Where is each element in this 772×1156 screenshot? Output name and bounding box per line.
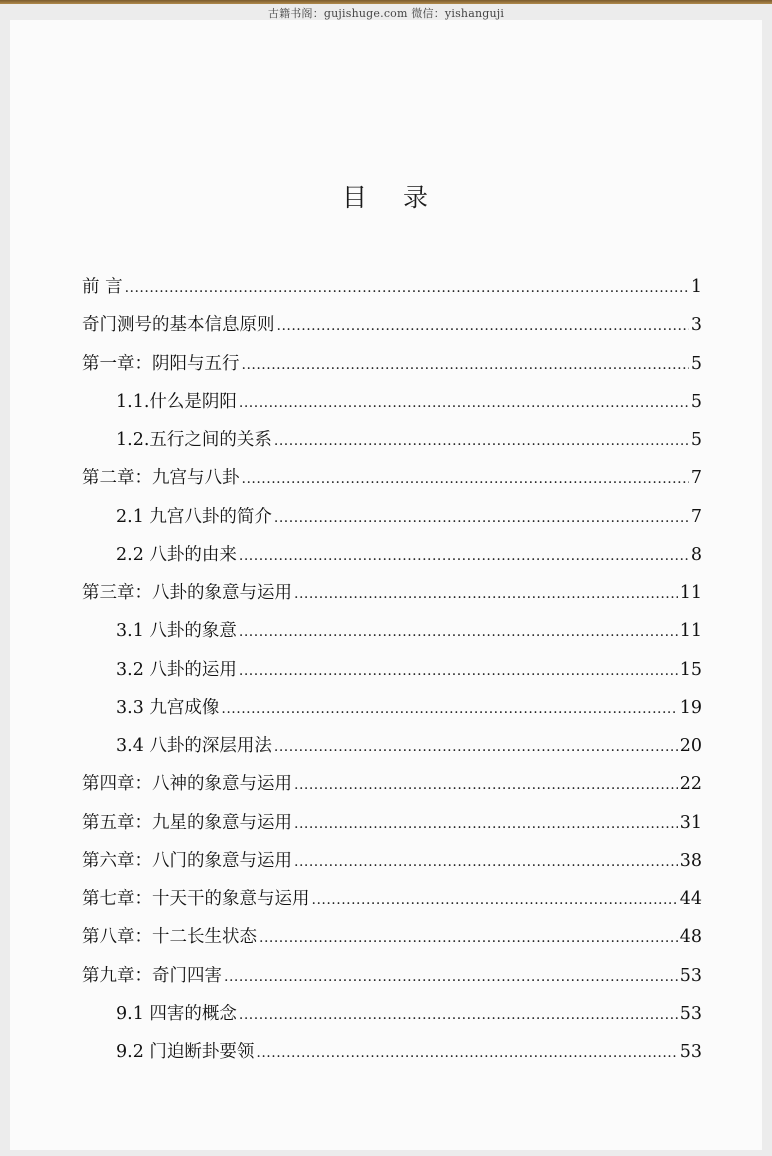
table-of-contents (82, 273, 702, 1076)
toc-entry[interactable] (82, 923, 702, 961)
toc-leader-dots (256, 1045, 677, 1061)
toc-entry-label: 3.2 八卦的运用 (116, 659, 237, 680)
toc-entry-label: 3.4 八卦的深层用法 (116, 736, 272, 756)
toc-leader-dots (294, 816, 678, 832)
toc-entry-page-number: 53 (679, 1003, 702, 1024)
toc-entry[interactable] (82, 617, 702, 655)
toc-entry-page-number: 7 (690, 468, 702, 489)
toc-entry-page-number: 5 (690, 430, 702, 450)
toc-entry[interactable] (82, 962, 702, 1000)
toc-entry-page-number: 11 (679, 621, 702, 642)
toc-entry-label: 前 言 (82, 277, 123, 297)
toc-leader-dots (242, 357, 689, 373)
toc-entry-page-number: 22 (679, 774, 702, 795)
top-border (0, 0, 772, 4)
toc-entry-page-number: 38 (679, 850, 702, 871)
toc-leader-dots (312, 892, 678, 908)
toc-entry-page-number: 53 (679, 965, 702, 986)
toc-leader-dots (239, 624, 678, 640)
toc-entry-label: 9.1 四害的概念 (116, 1003, 237, 1024)
toc-entry[interactable] (82, 656, 702, 694)
toc-leader-dots (242, 471, 689, 487)
toc-entry[interactable] (82, 732, 702, 770)
toc-leader-dots (274, 510, 689, 526)
toc-leader-dots (221, 701, 677, 717)
toc-entry-label: 第二章：九宫与八卦 (82, 468, 240, 489)
toc-entry-label: 第七章：十天干的象意与运用 (82, 889, 310, 909)
toc-leader-dots (274, 433, 689, 449)
toc-entry-label: 第一章：阴阳与五行 (82, 353, 240, 374)
toc-entry[interactable] (82, 503, 702, 541)
toc-entry-label: 第五章：九星的象意与运用 (82, 812, 292, 833)
toc-leader-dots (277, 318, 689, 334)
toc-leader-dots (259, 930, 678, 946)
toc-entry-label: 9.2 门迫断卦要领 (116, 1042, 255, 1062)
toc-entry[interactable] (82, 579, 702, 617)
toc-entry-label: 第八章：十二长生状态 (82, 927, 257, 948)
toc-leader-dots (239, 1007, 678, 1023)
toc-entry-label: 1.1.什么是阴阳 (116, 391, 237, 412)
toc-entry-label: 2.2 八卦的由来 (116, 544, 237, 565)
toc-entry[interactable] (82, 350, 702, 388)
toc-entry-page-number: 1 (690, 277, 702, 297)
toc-entry[interactable] (82, 694, 702, 732)
toc-leader-dots (125, 280, 689, 296)
toc-entry[interactable] (82, 770, 702, 808)
toc-entry-label: 1.2.五行之间的关系 (116, 430, 272, 450)
toc-entry-label: 奇门测号的基本信息原则 (82, 315, 275, 336)
toc-leader-dots (294, 777, 678, 793)
toc-leader-dots (224, 969, 678, 985)
toc-entry[interactable] (82, 541, 702, 579)
toc-entry[interactable] (82, 388, 702, 426)
toc-entry-label: 第九章：奇门四害 (82, 965, 222, 986)
toc-entry-label: 3.3 九宫成像 (116, 697, 220, 718)
toc-entry-page-number: 15 (679, 659, 702, 680)
toc-leader-dots (239, 548, 689, 564)
toc-leader-dots (274, 739, 678, 755)
toc-entry[interactable] (82, 1038, 702, 1076)
document-page (10, 20, 762, 1150)
toc-entry-label: 第六章：八门的象意与运用 (82, 850, 292, 871)
toc-entry-page-number: 44 (679, 889, 702, 909)
toc-entry[interactable] (82, 273, 702, 311)
page-title: 目 录 (342, 183, 442, 212)
toc-entry[interactable] (82, 847, 702, 885)
toc-entry-page-number: 5 (690, 391, 702, 412)
toc-entry-page-number: 19 (679, 697, 702, 718)
toc-entry-page-number: 53 (679, 1042, 702, 1062)
toc-entry-page-number: 5 (690, 353, 702, 374)
site-watermark: 古籍书阁：gujishuge.com 微信：yishanguji (267, 7, 505, 20)
toc-entry-page-number: 8 (690, 544, 702, 565)
toc-entry-label: 3.1 八卦的象意 (116, 621, 237, 642)
toc-entry-page-number: 11 (679, 583, 702, 603)
toc-entry[interactable] (82, 464, 702, 502)
toc-entry-page-number: 48 (679, 927, 702, 948)
toc-entry[interactable] (82, 426, 702, 464)
toc-entry-label: 第四章：八神的象意与运用 (82, 774, 292, 795)
toc-entry-label: 第三章：八卦的象意与运用 (82, 583, 292, 603)
toc-entry[interactable] (82, 809, 702, 847)
toc-entry-label: 2.1 九宫八卦的简介 (116, 506, 272, 527)
toc-leader-dots (294, 854, 678, 870)
toc-leader-dots (239, 663, 678, 679)
toc-entry-page-number: 31 (679, 812, 702, 833)
toc-entry-page-number: 20 (679, 736, 702, 756)
toc-entry[interactable] (82, 1000, 702, 1038)
toc-leader-dots (294, 586, 678, 602)
toc-entry-page-number: 7 (690, 506, 702, 527)
toc-entry[interactable] (82, 885, 702, 923)
toc-leader-dots (239, 395, 689, 411)
toc-entry-page-number: 3 (690, 315, 702, 336)
toc-entry[interactable] (82, 311, 702, 349)
